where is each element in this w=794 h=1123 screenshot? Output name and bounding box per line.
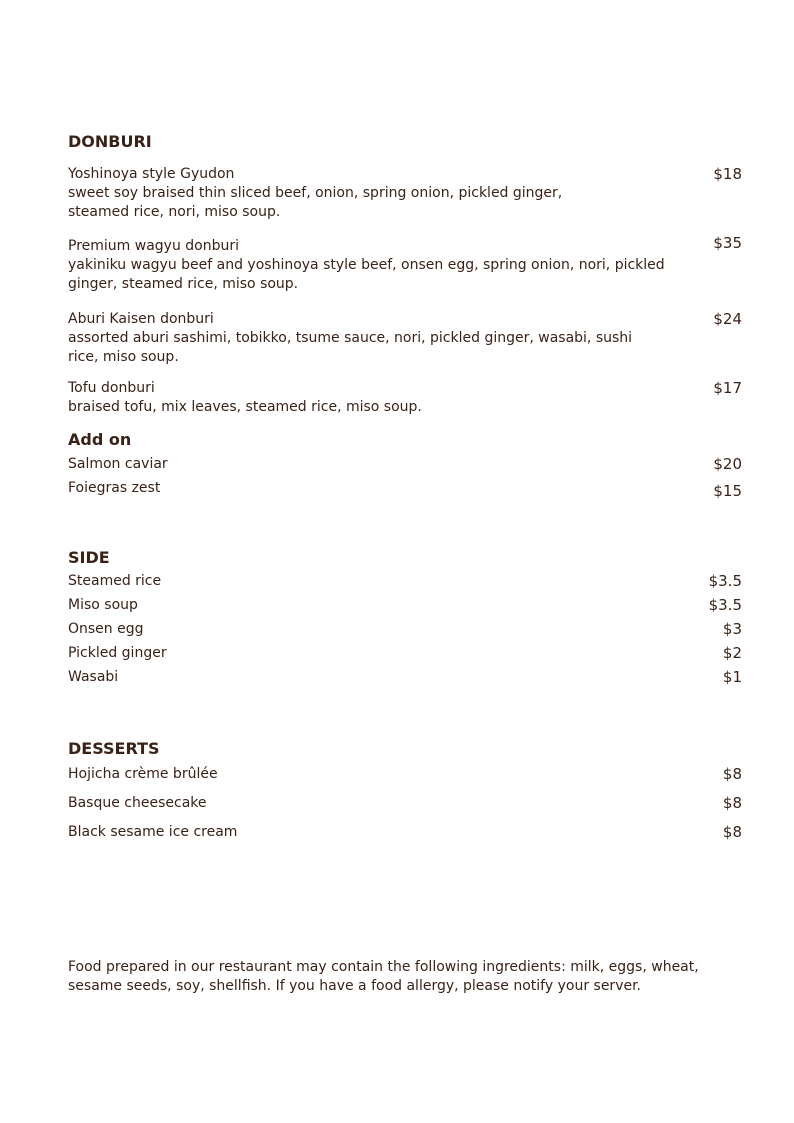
item-name: Premium wagyu donburi	[68, 238, 240, 254]
menu-item	[68, 765, 742, 784]
menu-item	[68, 620, 742, 639]
item-name: Foiegras zest	[68, 480, 161, 496]
item-name: Pickled ginger	[68, 645, 167, 661]
item-price: $8	[722, 823, 742, 841]
item-name: Salmon caviar	[68, 456, 168, 472]
item-price: $1	[722, 668, 742, 686]
item-name: Tofu donburi	[68, 380, 155, 396]
menu-page	[68, 0, 742, 1123]
menu-item	[68, 455, 742, 474]
item-price: $17	[713, 379, 742, 397]
menu-item	[68, 310, 742, 367]
item-price: $15	[713, 482, 742, 500]
menu-item	[68, 479, 742, 498]
section-title-desserts: DESSERTS	[68, 739, 160, 758]
item-name: Aburi Kaisen donburi	[68, 311, 214, 327]
item-price: $20	[713, 455, 742, 473]
item-name: Onsen egg	[68, 621, 144, 637]
item-price: $8	[722, 794, 742, 812]
menu-item	[68, 668, 742, 687]
item-name: Yoshinoya style Gyudon	[68, 166, 235, 182]
menu-item	[68, 165, 742, 222]
menu-item	[68, 823, 742, 842]
item-name: Hojicha crème brûlée	[68, 766, 218, 782]
section-title-side: SIDE	[68, 548, 110, 567]
item-price: $3	[722, 620, 742, 638]
item-name: Basque cheesecake	[68, 795, 207, 811]
item-description: sweet soy braised thin sliced beef, onion, spring onion, pickled ginger, steamed rice, nori, miso soup.	[68, 185, 563, 220]
menu-item	[68, 794, 742, 813]
item-price: $3.5	[708, 572, 742, 590]
item-description: braised tofu, mix leaves, steamed rice, miso soup.	[68, 399, 422, 415]
menu-item	[68, 572, 742, 591]
item-name: Wasabi	[68, 669, 119, 685]
menu-item	[68, 379, 742, 417]
menu-item	[68, 644, 742, 663]
menu-item	[68, 596, 742, 615]
item-name: Steamed rice	[68, 573, 162, 589]
section-title-add-on: Add on	[68, 430, 132, 449]
item-name: Miso soup	[68, 597, 138, 613]
section-title-donburi: DONBURI	[68, 132, 152, 151]
item-price: $24	[713, 310, 742, 328]
item-price: $2	[722, 644, 742, 662]
item-price: $8	[722, 765, 742, 783]
allergy-note: Food prepared in our restaurant may contain the following ingredients: milk, eggs, wheat, sesame seeds, soy, shellfish. If you have a food allergy, please notify your server.	[68, 959, 699, 994]
item-name: Black sesame ice cream	[68, 824, 238, 840]
menu-item	[68, 234, 742, 294]
item-description: yakiniku wagyu beef and yoshinoya style beef, onsen egg, spring onion, nori, pickled ginger, steamed rice, miso soup.	[68, 257, 665, 292]
item-price: $18	[713, 165, 742, 183]
item-price: $3.5	[708, 596, 742, 614]
item-price: $35	[713, 234, 742, 252]
item-description: assorted aburi sashimi, tobikko, tsume sauce, nori, pickled ginger, wasabi, sushi rice, miso soup.	[68, 330, 633, 365]
